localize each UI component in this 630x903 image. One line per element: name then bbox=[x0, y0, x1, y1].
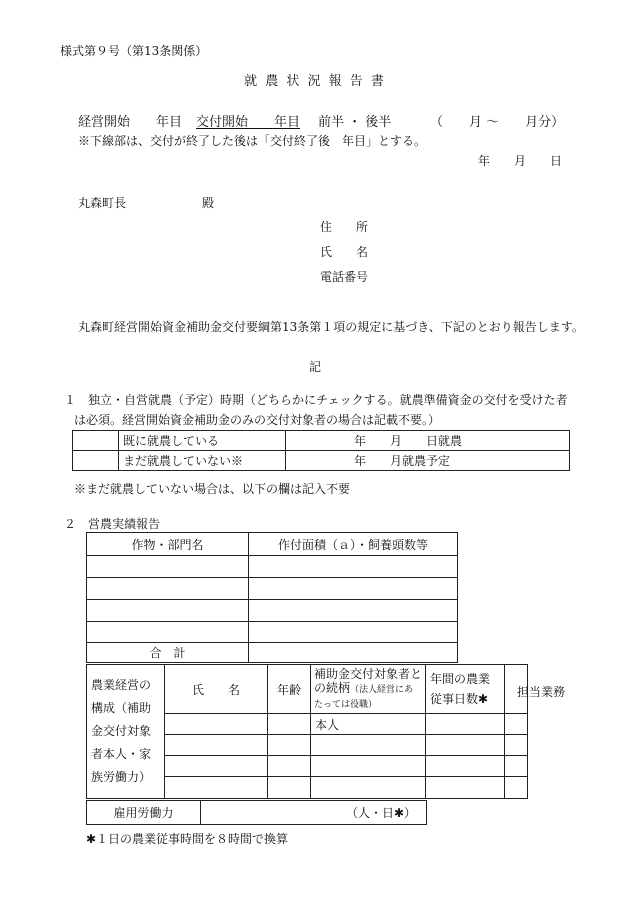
footnote: ✱１日の農業従事時間を８時間で換算 bbox=[86, 832, 289, 846]
hired-label: 雇用労働力 bbox=[87, 801, 201, 825]
table-row bbox=[87, 665, 528, 714]
labor-table bbox=[86, 664, 528, 799]
col-crop: 作物・部門名 bbox=[87, 533, 249, 556]
col-age: 年齢 bbox=[268, 665, 311, 714]
table-row bbox=[87, 556, 458, 578]
col-duty: 担当業務 bbox=[517, 685, 566, 699]
col-relation bbox=[311, 665, 426, 714]
section1-heading: １ 独立・自営就農（予定）時期（どちらかにチェックする。就農準備資金の交付を受けた者 bbox=[64, 393, 568, 407]
table-row bbox=[87, 600, 458, 622]
form-number: 様式第９号（第13条関係） bbox=[60, 44, 208, 58]
hired-unit: （人・日✱） bbox=[201, 801, 427, 825]
checkbox-cell[interactable] bbox=[73, 451, 119, 471]
start-year: 経営開始 年目 bbox=[78, 115, 183, 130]
phone-label: 電話番号 bbox=[320, 270, 369, 284]
table-row bbox=[87, 801, 427, 825]
half-choice: 前半 ・ 後半 bbox=[318, 115, 392, 130]
col-relation-main: 補助金交付対象者との続柄 bbox=[314, 667, 423, 695]
table-row bbox=[73, 431, 570, 451]
crop-table bbox=[86, 532, 458, 663]
honorific: 殿 bbox=[202, 196, 215, 210]
checkbox-cell[interactable] bbox=[73, 431, 119, 451]
col-relation-note: （法人経営にあたっては役職） bbox=[314, 685, 414, 710]
intro-text: 丸森町経営開始資金補助金交付要綱第13条第１項の規定に基づき、下記のとおり報告します。 bbox=[78, 320, 584, 334]
table-row bbox=[87, 643, 458, 663]
table-row bbox=[87, 533, 458, 556]
col-days: 年間の農業従事日数✱ bbox=[426, 665, 505, 714]
report-date: 年 月 日 bbox=[478, 154, 563, 168]
addressee: 丸森町長 bbox=[78, 196, 127, 210]
table-row bbox=[87, 578, 458, 600]
underline-note: ※下線部は、交付が終了した後は「交付終了後 年目」とする。 bbox=[78, 134, 427, 148]
status-value: 年 月就農予定 bbox=[286, 451, 570, 471]
col-name: 氏 名 bbox=[165, 665, 268, 714]
month-range: （ 月 〜 月分） bbox=[430, 115, 565, 130]
family-labor-label: 農業経営の構成（補助金交付対象者本人・家族労働力） bbox=[87, 665, 165, 799]
grant-year: 交付開始 年目 bbox=[196, 115, 301, 130]
status-label: まだ就農していない※ bbox=[119, 451, 286, 471]
address-label: 住 所 bbox=[320, 220, 369, 234]
ki-label: 記 bbox=[308, 360, 321, 374]
name-label: 氏 名 bbox=[320, 245, 369, 259]
section2-heading: ２ 営農実績報告 bbox=[64, 517, 161, 531]
section1-heading-cont: は必須。経営開始資金補助金のみの交付対象者の場合は記載不要。） bbox=[74, 413, 441, 427]
total-label: 合 計 bbox=[87, 643, 249, 663]
hired-labor-table bbox=[86, 800, 427, 825]
status-value: 年 月 日就農 bbox=[286, 431, 570, 451]
page-title: 就 農 状 況 報 告 書 bbox=[244, 74, 386, 89]
table-row bbox=[73, 451, 570, 471]
employment-status-table bbox=[72, 430, 570, 471]
status-label: 既に就農している bbox=[119, 431, 286, 451]
self-label: 本人 bbox=[311, 714, 426, 735]
col-area: 作付面積（ａ）・飼養頭数等 bbox=[249, 533, 458, 556]
section1-note: ※まだ就農していない場合は、以下の欄は記入不要 bbox=[74, 482, 351, 496]
table-row bbox=[87, 622, 458, 643]
